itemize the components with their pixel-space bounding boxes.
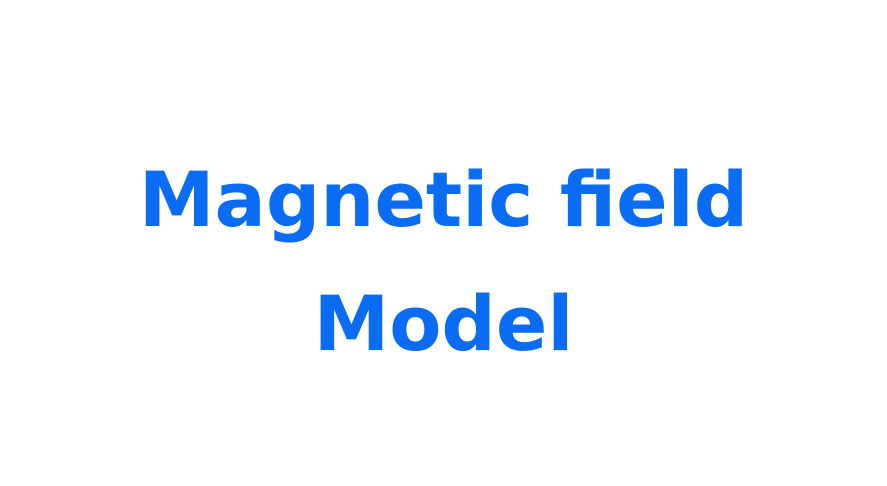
title-line-2: Model — [313, 279, 574, 368]
title-line-1: Magnetic field — [138, 155, 749, 244]
title-heading — [0, 138, 887, 386]
